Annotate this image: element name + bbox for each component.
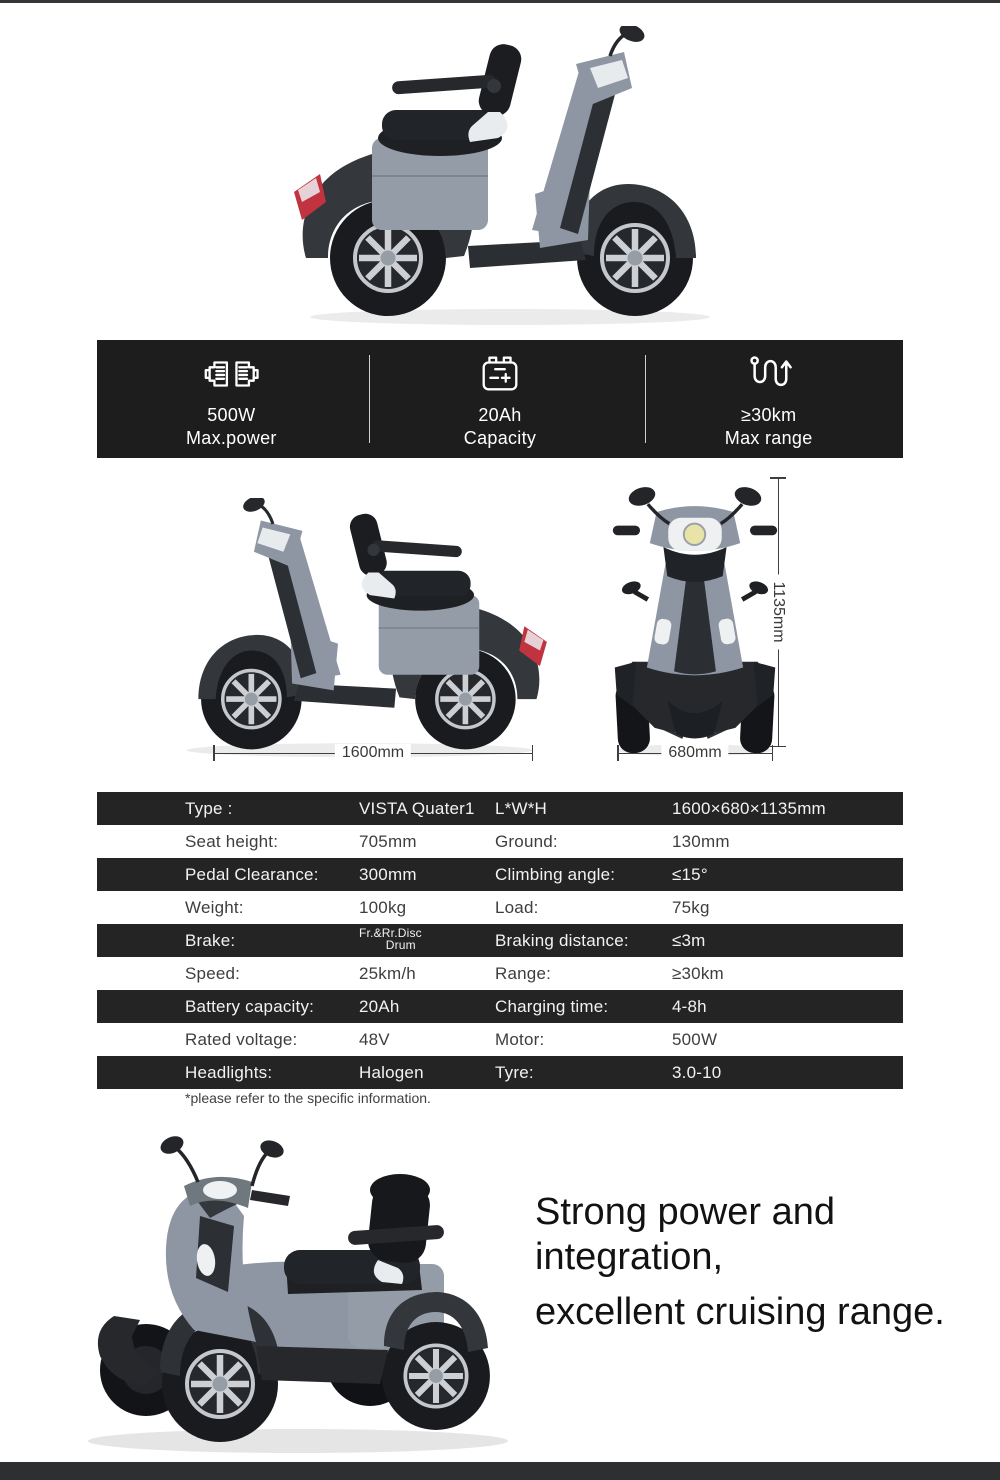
spec-value: 300mm <box>359 864 417 884</box>
feature-capacity <box>366 340 635 458</box>
spec-value: 3.0-10 <box>672 1062 722 1082</box>
feature-label: Max range <box>724 427 813 448</box>
spec-label: Climbing angle: <box>495 864 616 884</box>
spec-label: Pedal Clearance: <box>185 864 319 884</box>
feature-banner <box>97 340 903 458</box>
feature-max-range <box>634 340 903 458</box>
spec-value: 25km/h <box>359 963 416 983</box>
table-row <box>97 990 903 1023</box>
bottom-edge-bar <box>0 1462 1000 1480</box>
side-view-photo <box>160 498 568 758</box>
spec-label: Speed: <box>185 963 241 983</box>
table-row <box>97 792 903 825</box>
spec-label: Headlights: <box>185 1062 273 1082</box>
spec-label: L*W*H <box>495 798 548 818</box>
spec-value: ≤3m <box>672 930 706 950</box>
length-value: 1600mm <box>335 744 411 762</box>
spec-label: Charging time: <box>495 996 609 1016</box>
width-dimension <box>617 745 773 761</box>
spec-value: Halogen <box>359 1062 424 1082</box>
quarter-view-photo <box>48 1132 528 1462</box>
spec-value: 1600×680×1135mm <box>672 798 826 818</box>
spec-value: 20Ah <box>359 996 400 1016</box>
height-dimension <box>770 477 786 747</box>
feature-value: ≥30km <box>740 404 797 425</box>
feature-label: Max.power <box>185 427 277 448</box>
spec-value: ≤15° <box>672 864 708 884</box>
spec-table <box>97 792 903 1089</box>
spec-value: 100kg <box>359 897 407 917</box>
spec-label: Motor: <box>495 1029 545 1049</box>
tagline-line-2: excellent cruising range. <box>535 1291 945 1333</box>
spec-value: Fr.&Rr.Disc Drum <box>359 926 422 952</box>
spec-value: 130mm <box>672 831 730 851</box>
table-row <box>97 1023 903 1056</box>
spec-value: ≥30km <box>672 963 724 983</box>
table-row <box>97 924 903 957</box>
table-row <box>97 858 903 891</box>
tagline-line-1: Strong power and integration, <box>535 1191 835 1278</box>
banner-divider <box>369 355 370 443</box>
spec-value: 4-8h <box>672 996 707 1016</box>
tagline <box>535 1190 955 1345</box>
table-row <box>97 825 903 858</box>
feature-label: Capacity <box>463 427 537 448</box>
spec-label: Ground: <box>495 831 558 851</box>
engine-icon <box>201 351 262 397</box>
spec-label: Braking distance: <box>495 930 629 950</box>
length-dimension <box>213 745 533 761</box>
banner-divider <box>645 355 646 443</box>
spec-value: 75kg <box>672 897 710 917</box>
spec-value: VISTA Quater1 <box>359 798 475 818</box>
footnote: *please refer to the specific information. <box>185 1090 431 1106</box>
route-icon <box>746 351 792 397</box>
spec-label: Brake: <box>185 930 236 950</box>
spec-label: Weight: <box>185 897 244 917</box>
spec-value: 500W <box>672 1029 718 1049</box>
feature-max-power <box>97 340 366 458</box>
spec-label: Battery capacity: <box>185 996 315 1016</box>
spec-value: 705mm <box>359 831 417 851</box>
width-value: 680mm <box>661 744 728 762</box>
front-view-photo <box>605 475 785 757</box>
table-row <box>97 891 903 924</box>
spec-label: Range: <box>495 963 552 983</box>
table-row <box>97 1056 903 1089</box>
feature-value: 20Ah <box>478 404 522 425</box>
height-value: 1135mm <box>769 574 787 649</box>
hero-scooter-photo <box>270 26 740 326</box>
spec-label: Rated voltage: <box>185 1029 298 1049</box>
table-row <box>97 957 903 990</box>
spec-label: Type : <box>185 798 233 818</box>
spec-value: 48V <box>359 1029 390 1049</box>
spec-label: Load: <box>495 897 539 917</box>
spec-label: Seat height: <box>185 831 279 851</box>
battery-icon <box>477 351 523 397</box>
top-edge-bar <box>0 0 1000 3</box>
feature-value: 500W <box>207 404 256 425</box>
spec-label: Tyre: <box>495 1062 534 1082</box>
